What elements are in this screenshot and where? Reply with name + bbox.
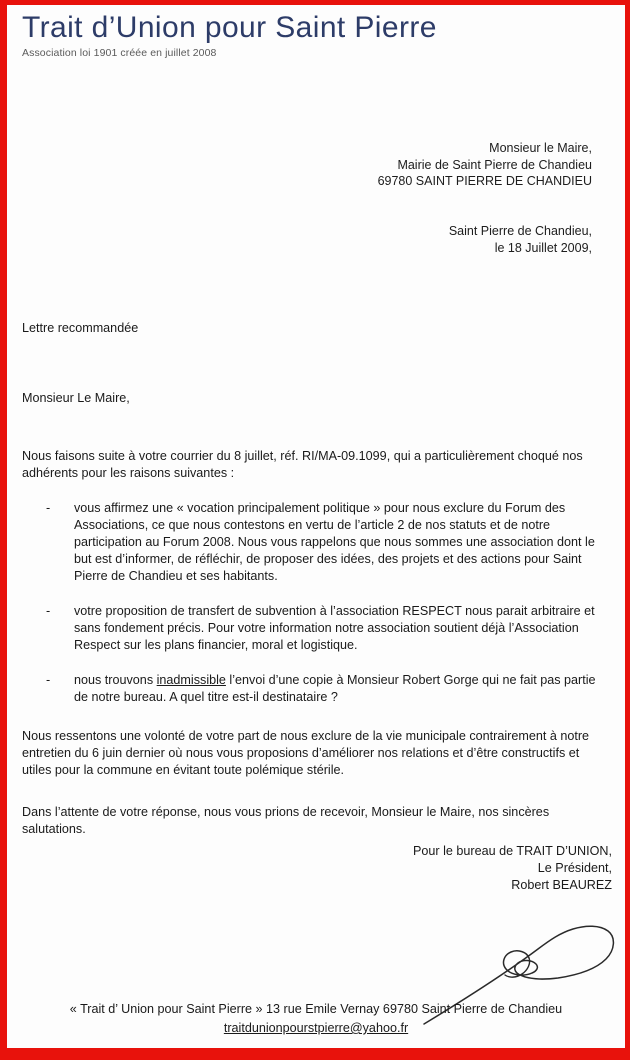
place-date-block [449,223,592,256]
list-item [46,603,608,654]
registered-mail-mention: Lettre recommandée [22,321,139,335]
bullet-text-3-emphasis: inadmissible [156,673,226,687]
place-of-writing: Saint Pierre de Chandieu, [448,224,592,238]
recipient-address-block [378,140,592,190]
organization-title: Trait d’Union pour Saint Pierre [22,11,437,44]
intro-paragraph: Nous faisons suite à votre courrier du 8 juillet, réf. RI/MA-09.1099, qui a particulièrement choqué nos adhérents pour les raisons suivantes : [22,449,583,480]
signature-on-behalf-of: Pour le bureau de TRAIT D’UNION, [412,844,612,858]
signature-role: Le Président, [537,861,612,875]
footer [7,1000,625,1038]
bullet-text-3-suffix: l’envoi d’une copie à Monsieur Robert Gorge qui ne fait pas partie de notre bureau. A quel titre est-il destinataire ? [74,673,596,704]
body-paragraph-3: Dans l’attente de votre réponse, nous vous prions de recevoir, Monsieur le Maire, nos sincères salutations. [22,805,550,836]
recipient-line-3: 69780 SAINT PIERRE DE CHANDIEU [377,174,592,188]
footer-address: « Trait d’ Union pour Saint Pierre » 13 rue Emile Vernay 69780 Saint Pierre de Chandieu [69,1002,563,1016]
letter-body [22,320,608,838]
salutation: Monsieur Le Maire, [22,391,130,405]
body-paragraph-2: Nous ressentons une volonté de votre part de nous exclure de la vie municipale contrairement à notre entretien du 6 juin dernier où nous vous proposions d’améliorer nos relations et d’être constructifs et utiles pour la commune en évitant toute polémique stérile. [22,729,590,777]
signature-name: Robert BEAUREZ [511,878,612,892]
bullet-text-1: vous affirmez une « vocation principalement politique » pour nous exclure du Forum des Associations, ce que nous contestons en vertu de l’article 2 de nos statuts et de notre participation au Forum 2008. Nous vous rappelons que nous sommes une association dont le but est d’informer, de réfléchir, de proposer des idées, des projets et des actions pour Saint Pierre de Chandieu et ses habitants. [74,501,595,583]
footer-email-link[interactable]: traitdunionpourstpierre@yahoo.fr [223,1021,409,1035]
bullet-text-2: votre proposition de transfert de subvention à l’association RESPECT nous parait arbitraire et sans fondement précis. Pour votre information notre association soutient déjà l’Association Respect sur les plans financier, moral et logistique. [74,604,595,652]
list-item [46,500,608,585]
recipient-line-2: Mairie de Saint Pierre de Chandieu [397,157,592,172]
letter-sheet [7,5,625,1048]
list-item [46,672,608,706]
signature-block [413,843,612,894]
recipient-line-1: Monsieur le Maire, [489,141,592,155]
bullet-text-3-prefix: nous trouvons [74,673,157,687]
letterhead [22,10,437,59]
date-of-writing: le 18 Juillet 2009, [494,240,592,255]
reasons-list [22,500,608,706]
organization-subtitle: Association loi 1901 créée en juillet 2008 [22,47,217,59]
